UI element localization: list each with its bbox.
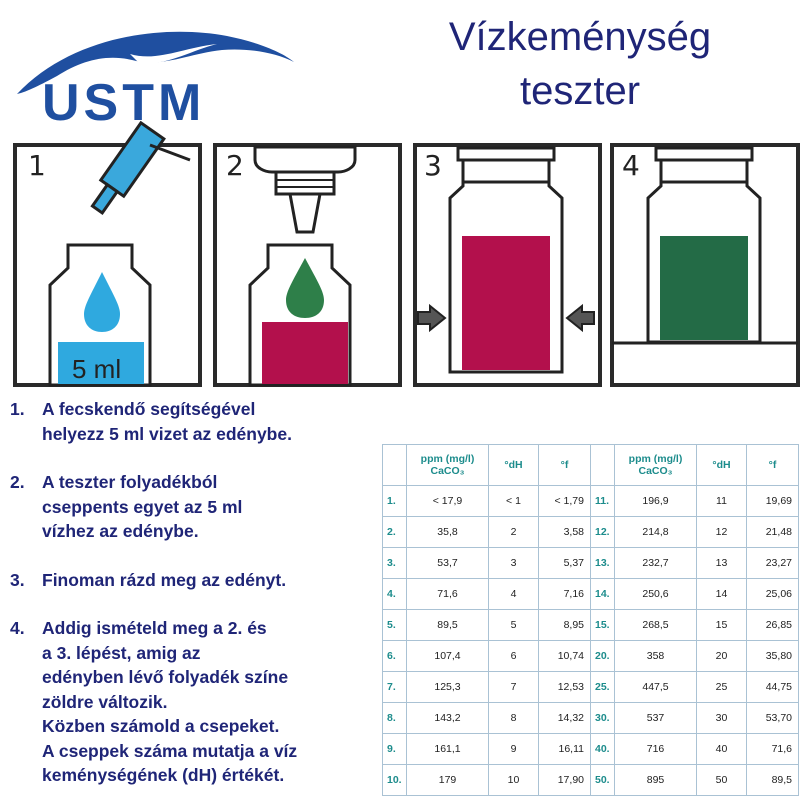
table-cell: < 1 — [489, 486, 539, 517]
table-cell: 537 — [615, 703, 697, 734]
header-dh: °dH — [489, 445, 539, 486]
table-cell: 15 — [697, 610, 747, 641]
table-cell: 15. — [591, 610, 615, 641]
table-cell: 8,95 — [539, 610, 591, 641]
hardness-table — [382, 444, 799, 796]
table-cell: 19,69 — [747, 486, 799, 517]
table-cell: 1. — [383, 486, 407, 517]
panel-1 — [15, 123, 200, 385]
table-row — [383, 703, 799, 734]
table-cell: 3. — [383, 548, 407, 579]
table-row — [383, 641, 799, 672]
table-cell: < 17,9 — [407, 486, 489, 517]
table-cell: 9 — [489, 734, 539, 765]
table-cell: 30. — [591, 703, 615, 734]
step-line: a 3. lépést, amig az — [42, 642, 201, 663]
panel-2 — [215, 145, 400, 385]
table-cell: 447,5 — [615, 672, 697, 703]
table-cell: 20 — [697, 641, 747, 672]
table-cell: 12. — [591, 517, 615, 548]
step-line: keménységének (dH) értékét. — [42, 765, 285, 785]
table-cell: 20. — [591, 641, 615, 672]
table-cell: 3,58 — [539, 517, 591, 548]
table-cell: 40 — [697, 734, 747, 765]
header-dh: °dH — [697, 445, 747, 486]
table-cell: 89,5 — [747, 765, 799, 796]
table-cell: 8. — [383, 703, 407, 734]
table-cell: 196,9 — [615, 486, 697, 517]
table-cell: 161,1 — [407, 734, 489, 765]
step-line: A teszter folyadékból — [42, 472, 218, 492]
table-cell: 14,32 — [539, 703, 591, 734]
table-cell: 14. — [591, 579, 615, 610]
table-row — [383, 548, 799, 579]
table-cell: 35,80 — [747, 641, 799, 672]
table-cell: 7. — [383, 672, 407, 703]
step-number: 4. — [10, 618, 25, 638]
step-number: 3. — [10, 569, 25, 590]
table-cell: 10 — [489, 765, 539, 796]
step-line: edényben lévő folyadék színe — [42, 667, 289, 687]
step-line: zöldre változik. — [42, 691, 168, 712]
table-header-row — [383, 445, 799, 486]
step-line: A fecskendő segítségével — [42, 399, 256, 419]
table-cell: < 1,79 — [539, 486, 591, 517]
step-line: Finoman rázd meg az edényt. — [42, 569, 287, 590]
table-row — [383, 517, 799, 548]
header-ppm: ppm (mg/l) CaCO₃ — [407, 445, 489, 486]
table-row — [383, 610, 799, 641]
table-cell: 125,3 — [407, 672, 489, 703]
table-cell: 2 — [489, 517, 539, 548]
step-number: 1. — [10, 399, 25, 419]
table-cell: 25. — [591, 672, 615, 703]
table-cell: 8 — [489, 703, 539, 734]
instruction-steps — [10, 397, 385, 788]
table-row — [383, 765, 799, 796]
panel-1-volume-label: 5 ml — [72, 354, 122, 384]
header-ppm: ppm (mg/l) CaCO₃ — [615, 445, 697, 486]
table-cell: 13 — [697, 548, 747, 579]
step-2 — [10, 470, 385, 544]
header-empty — [383, 445, 407, 486]
table-cell: 21,48 — [747, 517, 799, 548]
table-cell: 11 — [697, 486, 747, 517]
table-cell: 17,90 — [539, 765, 591, 796]
table-cell: 71,6 — [407, 579, 489, 610]
table-row — [383, 734, 799, 765]
table-cell: 26,85 — [747, 610, 799, 641]
table-cell: 6. — [383, 641, 407, 672]
table-cell: 89,5 — [407, 610, 489, 641]
table-cell: 10,74 — [539, 641, 591, 672]
table-cell: 9. — [383, 734, 407, 765]
table-cell: 268,5 — [615, 610, 697, 641]
header-empty — [591, 445, 615, 486]
table-cell: 25 — [697, 672, 747, 703]
table-cell: 25,06 — [747, 579, 799, 610]
step-line: cseppents egyet az 5 ml — [42, 496, 243, 517]
title-line-2: teszter — [519, 69, 641, 113]
header-f: °f — [747, 445, 799, 486]
table-cell: 44,75 — [747, 672, 799, 703]
panel-2-number: 2 — [226, 149, 244, 182]
table-cell: 23,27 — [747, 548, 799, 579]
table-cell: 53,70 — [747, 703, 799, 734]
table-cell: 5,37 — [539, 548, 591, 579]
table-cell: 214,8 — [615, 517, 697, 548]
table-cell: 16,11 — [539, 734, 591, 765]
table-cell: 3 — [489, 548, 539, 579]
title-line-1: Vízkeménység — [448, 15, 712, 59]
step-3 — [10, 568, 385, 593]
table-cell: 358 — [615, 641, 697, 672]
table-cell: 12 — [697, 517, 747, 548]
table-cell: 716 — [615, 734, 697, 765]
table-row — [383, 672, 799, 703]
step-line: vízhez az edénybe. — [42, 521, 199, 541]
table-cell: 4 — [489, 579, 539, 610]
table-cell: 50. — [591, 765, 615, 796]
table-cell: 895 — [615, 765, 697, 796]
table-cell: 232,7 — [615, 548, 697, 579]
table-cell: 40. — [591, 734, 615, 765]
table-cell: 14 — [697, 579, 747, 610]
table-cell: 250,6 — [615, 579, 697, 610]
table-cell: 35,8 — [407, 517, 489, 548]
panel-4-number: 4 — [622, 149, 640, 182]
panel-1-number: 1 — [28, 149, 46, 182]
table-cell: 7,16 — [539, 579, 591, 610]
step-line: helyezz 5 ml vizet az edénybe. — [42, 423, 292, 444]
table-cell: 179 — [407, 765, 489, 796]
logo-text: USTM — [42, 74, 206, 130]
table-cell: 13. — [591, 548, 615, 579]
table-cell: 7 — [489, 672, 539, 703]
panel-3 — [415, 145, 600, 385]
step-1 — [10, 397, 385, 446]
table-cell: 30 — [697, 703, 747, 734]
step-line: A cseppek száma mutatja a víz — [42, 740, 298, 761]
table-cell: 5 — [489, 610, 539, 641]
table-cell: 2. — [383, 517, 407, 548]
table-cell: 6 — [489, 641, 539, 672]
table-cell: 143,2 — [407, 703, 489, 734]
table-cell: 12,53 — [539, 672, 591, 703]
table-row — [383, 579, 799, 610]
table-cell: 107,4 — [407, 641, 489, 672]
table-cell: 11. — [591, 486, 615, 517]
step-4 — [10, 616, 385, 788]
table-cell: 10. — [383, 765, 407, 796]
table-cell: 5. — [383, 610, 407, 641]
table-cell: 71,6 — [747, 734, 799, 765]
table-cell: 53,7 — [407, 548, 489, 579]
table-cell: 4. — [383, 579, 407, 610]
step-line: Addig ismételd meg a 2. és — [42, 618, 267, 638]
panel-3-number: 3 — [424, 149, 442, 182]
panel-4 — [612, 145, 798, 385]
step-number: 2. — [10, 472, 25, 492]
table-row — [383, 486, 799, 517]
header-f: °f — [539, 445, 591, 486]
step-line: Közben számold a csepeket. — [42, 716, 280, 736]
table-cell: 50 — [697, 765, 747, 796]
